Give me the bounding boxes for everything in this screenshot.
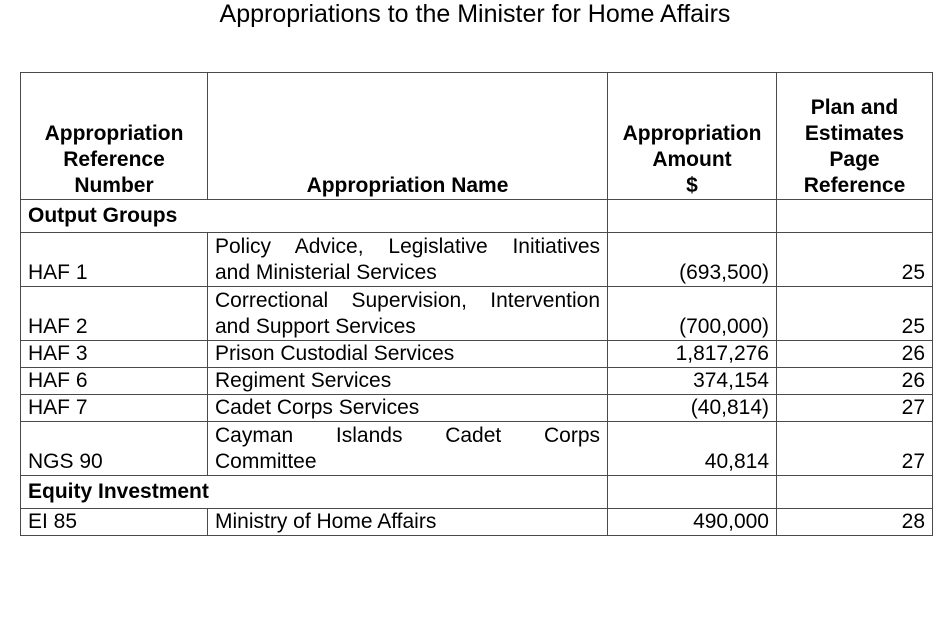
amount-cell: (693,500) [608,233,777,287]
group-label: Output Groups [21,200,608,233]
amount-cell: 40,814 [608,422,777,476]
page-cell: 26 [777,341,933,368]
name-cell: Policy Advice, Legislative Initiatives and Ministerial Services [208,233,608,287]
page-cell: 25 [777,233,933,287]
table-row [21,368,933,395]
name-cell: Regiment Services [208,368,608,395]
page-cell: 27 [777,422,933,476]
amount-cell: 1,817,276 [608,341,777,368]
reference-cell: NGS 90 [21,422,208,476]
table-row [21,395,933,422]
table-row [21,422,933,476]
page-title: Appropriations to the Minister for Home Affairs [219,0,731,28]
reference-cell: EI 85 [21,509,208,536]
group-label: Equity Investment [21,476,608,509]
name-cell: Ministry of Home Affairs [208,509,608,536]
page-cell: 28 [777,509,933,536]
name-cell: Prison Custodial Services [208,341,608,368]
page-cell: 25 [777,287,933,341]
amount-cell: (40,814) [608,395,777,422]
reference-cell: HAF 1 [21,233,208,287]
appropriations-table [20,72,933,536]
page-cell: 27 [777,395,933,422]
header-appropriation-name: Appropriation Name [208,73,608,200]
name-cell: Cadet Corps Services [208,395,608,422]
name-cell: Cayman Islands Cadet Corps Committee [208,422,608,476]
header-page-reference: Plan and Estimates Page Reference [777,73,933,200]
page-cell: 26 [777,368,933,395]
amount-cell: 490,000 [608,509,777,536]
reference-cell: HAF 3 [21,341,208,368]
header-appropriation-amount: Appropriation Amount $ [608,73,777,200]
header-reference-number: Appropriation Reference Number [21,73,208,200]
amount-cell: 374,154 [608,368,777,395]
reference-cell: HAF 7 [21,395,208,422]
group-row-equity-investment [21,476,933,509]
reference-cell: HAF 2 [21,287,208,341]
amount-cell: (700,000) [608,287,777,341]
table-row [21,509,933,536]
reference-cell: HAF 6 [21,368,208,395]
group-row-output-groups [21,200,933,233]
table-row [21,287,933,341]
name-cell: Correctional Supervision, Intervention and Support Services [208,287,608,341]
table-header-row [21,73,933,200]
table-row [21,341,933,368]
table-row [21,233,933,287]
